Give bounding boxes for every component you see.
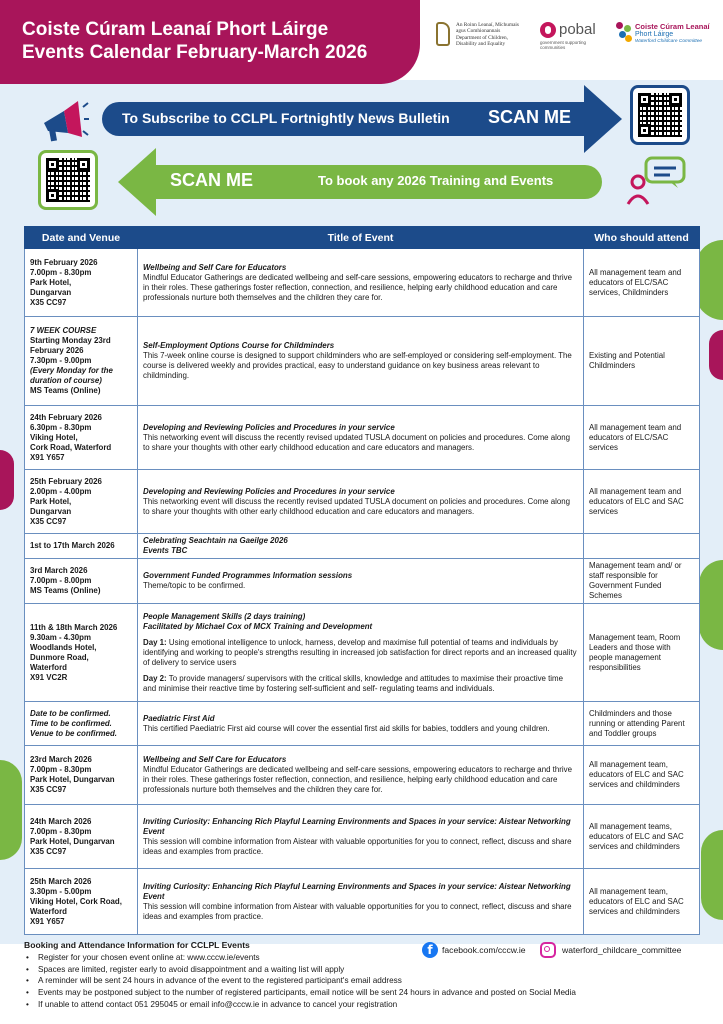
- event-audience: All management teams, educators of ELC and SAC services and childminders: [584, 805, 700, 869]
- booking-qr-code[interactable]: [38, 150, 98, 210]
- event-details: [138, 604, 584, 702]
- event-audience: Management team and/ or staff responsible for Government Funded Schemes: [584, 559, 700, 604]
- partner-logos: [436, 22, 716, 52]
- table-header-row: [25, 227, 700, 249]
- event-description: Mindful Educator Gatherings are dedicated wellbeing and self-care sessions, empowering educators to recharge and thrive in their roles. These gatherings foster reflection, connection, and resilience, helping early childhood education and care professionals nurture both themselves and the children they care for.: [143, 272, 572, 302]
- event-audience: All management team and educators of ELC/SAC services: [584, 406, 700, 470]
- ccc-logo-line2: Phort Láirge: [635, 31, 674, 38]
- ccc-logo-line3: Waterford Childcare Committee: [635, 39, 703, 44]
- event-details: [138, 746, 584, 805]
- table-row: [25, 746, 700, 805]
- ccc-logo-line1: Coiste Cúram Leanaí: [635, 22, 710, 31]
- table-row: [25, 534, 700, 559]
- event-date-venue: 25th March 2026 3.30pm - 5.00pm Viking Hotel, Cork Road, Waterford X91 Y657: [25, 869, 138, 935]
- event-description: This 7-week online course is designed to support childminders who are self-employed or considering self-employment. The course is delivered weekly and provides practical, easy to understand guidance on key business areas relevant to childminding.: [143, 351, 572, 380]
- event-title: Celebrating Seachtain na Gaeilge 2026: [143, 536, 288, 545]
- event-details: [138, 470, 584, 534]
- harp-icon: [436, 22, 450, 46]
- ccc-logo: [616, 22, 710, 45]
- event-facilitator: Facilitated by Michael Cox of MCX Training and Development: [143, 621, 373, 631]
- list-item: • Spaces are limited, register early to avoid disappointment and a waiting list will apply: [24, 964, 704, 976]
- event-description: Mindful Educator Gatherings are dedicated wellbeing and self-care sessions, empowering educators to recharge and thrive in their roles. These gatherings foster reflection, connection, and resilience, helping early childhood education and care professionals nurture both themselves and the children they care for.: [143, 765, 572, 794]
- department-logo: [436, 22, 520, 47]
- decorative-shape: [701, 830, 723, 920]
- pobal-wordmark: pobal: [559, 21, 596, 38]
- decorative-shape: [709, 330, 723, 380]
- qr-code-icon: [638, 93, 682, 137]
- table-row: [25, 805, 700, 869]
- qr-code-icon: [46, 158, 90, 202]
- instagram-link[interactable]: [540, 942, 681, 958]
- booking-text: To book any 2026 Training and Events: [318, 173, 554, 188]
- events-table: [24, 226, 700, 935]
- table-row: [25, 869, 700, 935]
- event-details: [138, 559, 584, 604]
- event-details: [138, 805, 584, 869]
- department-logo-text: An Roinn Leanaí, Míchumais agus Comhionannais Department of Children, Disability and Equality: [456, 22, 519, 47]
- event-date-venue: 7 WEEK COURSE Starting Monday 23rd February 2026 7.30pm - 9.00pm (Every Monday for the duration of course) MS Teams (Online): [25, 317, 138, 406]
- event-audience: [584, 534, 700, 559]
- event-audience: All management team and educators of ELC and SAC services: [584, 470, 700, 534]
- event-details: [138, 249, 584, 317]
- event-date-venue: 25th February 2026 2.00pm - 4.00pm Park Hotel, Dungarvan X35 CC97: [25, 470, 138, 534]
- subscribe-text: To Subscribe to CCLPL Fortnightly News Bulletin: [122, 110, 450, 126]
- event-audience: Childminders and those running or attending Parent and Toddler groups: [584, 702, 700, 746]
- booking-scan-label: SCAN ME: [170, 170, 254, 190]
- subscribe-qr-code[interactable]: [630, 85, 690, 145]
- booking-info-heading: Booking and Attendance Information for CCLPL Events: [24, 940, 250, 950]
- event-description: This session will combine information from Aistear with valuable opportunities for you to connect, reflect, discuss and share ideas and examples from practice.: [143, 901, 572, 921]
- event-title: Government Funded Programmes Information sessions: [143, 571, 353, 580]
- event-title: Wellbeing and Self Care for Educators: [143, 755, 287, 764]
- page-title-line1: Coiste Cúram Leanaí Phort Láirge: [22, 19, 329, 40]
- table-row: [25, 249, 700, 317]
- event-day2: Day 2: To provide managers/ supervisors with the critical skills, knowledge and attitudes to maximise their proactive time and minimise their reactive time by fostering self-sufficient and self- regulating teams and individuals.: [143, 673, 564, 693]
- event-title: Inviting Curiosity: Enhancing Rich Playful Learning Environments and Spaces in your service: Aistear Networking Event: [143, 816, 571, 836]
- facebook-link[interactable]: [422, 942, 526, 958]
- event-date-venue: 3rd March 2026 7.00pm - 8.00pm MS Teams (Online): [25, 559, 138, 604]
- event-description: Theme/topic to be confirmed.: [143, 581, 246, 590]
- column-header-title: Title of Event: [138, 227, 584, 249]
- table-row: [25, 604, 700, 702]
- event-date-venue: 11th & 18th March 2026 9.30am - 4.30pm Woodlands Hotel, Dunmore Road, Waterford X91 VC2R: [25, 604, 138, 702]
- facebook-handle: facebook.com/cccw.ie: [442, 945, 526, 955]
- event-date-venue: 24th March 2026 7.00pm - 8.30pm Park Hotel, Dungarvan X35 CC97: [25, 805, 138, 869]
- table-row: [25, 317, 700, 406]
- event-audience: All management team, educators of ELC and SAC services and childminders: [584, 869, 700, 935]
- event-details: [138, 406, 584, 470]
- decorative-shape: [699, 560, 723, 650]
- event-date-venue: 24th February 2026 6.30pm - 8.30pm Viking Hotel, Cork Road, Waterford X91 Y657: [25, 406, 138, 470]
- event-details: [138, 534, 584, 559]
- list-item: • If unable to attend contact 051 295045 or email info@cccw.ie in advance to cancel your registration: [24, 999, 704, 1011]
- event-description: This networking event will discuss the recently revised updated TUSLA document on policies and procedures. Come along to share your thoughts with other early childhood education and care educators and managers.: [143, 432, 571, 452]
- event-title: Paediatric First Aid: [143, 713, 215, 723]
- event-audience: Existing and Potential Childminders: [584, 317, 700, 406]
- pobal-mark-icon: [540, 22, 556, 38]
- list-item: • Register for your chosen event online at: www.cccw.ie/events: [24, 952, 704, 964]
- facebook-icon: f: [422, 942, 438, 958]
- event-title: Developing and Reviewing Policies and Procedures in your service: [143, 486, 395, 496]
- page-title-line2: Events Calendar February-March 2026: [22, 42, 368, 63]
- column-header-audience: Who should attend: [584, 227, 700, 249]
- event-description: This certified Paediatric First aid course will cover the essential first aid skills for babies, toddlers and young children.: [143, 723, 550, 733]
- subscribe-banner[interactable]: [102, 85, 622, 153]
- event-subtitle: Events TBC: [143, 546, 188, 555]
- table-row: [25, 559, 700, 604]
- event-details: [138, 869, 584, 935]
- event-title: Wellbeing and Self Care for Educators: [143, 262, 287, 272]
- list-item: • A reminder will be sent 24 hours in advance of the event to the registered participant's email address: [24, 975, 704, 987]
- table-row: [25, 702, 700, 746]
- event-description: This networking event will discuss the recently revised updated TUSLA document on policies and procedures. Come along to share your thoughts with other early childhood education and care educators and managers.: [143, 496, 571, 516]
- list-item: • Events may be postponed subject to the number of registered participants, email notice will be sent 24 hours in advance and posted on Social Media: [24, 987, 704, 999]
- event-date-venue: 1st to 17th March 2026: [25, 534, 138, 559]
- instagram-handle: waterford_childcare_committee: [562, 945, 682, 955]
- event-description: This session will combine information from Aistear with valuable opportunities for you to connect, reflect, discuss and share ideas and examples from practice.: [143, 836, 572, 856]
- ccc-people-icon: [616, 22, 632, 44]
- pobal-logo: [540, 21, 596, 50]
- event-details: [138, 702, 584, 746]
- chat-bubbles-icon: [626, 156, 688, 208]
- event-date-venue: 23rd March 2026 7.00pm - 8.30pm Park Hotel, Dungarvan X35 CC97: [25, 746, 138, 805]
- event-title: Developing and Reviewing Policies and Procedures in your service: [143, 422, 395, 432]
- event-details: [138, 317, 584, 406]
- booking-info-list: [24, 952, 704, 1011]
- megaphone-icon: [38, 97, 90, 143]
- event-audience: All management team and educators of ELC/SAC services, Childminders: [584, 249, 700, 317]
- event-title: People Management Skills (2 days training): [143, 611, 306, 621]
- pobal-tagline: government supporting communities: [540, 40, 587, 50]
- event-audience: All management team, educators of ELC and SAC services and childminders: [584, 746, 700, 805]
- column-header-date: Date and Venue: [25, 227, 138, 249]
- event-title: Inviting Curiosity: Enhancing Rich Playful Learning Environments and Spaces in your service: Aistear Networking Event: [143, 881, 571, 901]
- decorative-shape: [0, 760, 22, 860]
- decorative-shape: [0, 450, 14, 510]
- subscribe-scan-label: SCAN ME: [488, 107, 572, 127]
- table-row: [25, 470, 700, 534]
- booking-banner[interactable]: [118, 148, 602, 216]
- table-row: [25, 406, 700, 470]
- event-audience: Management team, Room Leaders and those with people management responsibilities: [584, 604, 700, 702]
- event-date-venue: 9th February 2026 7.00pm - 8.30pm Park Hotel, Dungarvan X35 CC97: [25, 249, 138, 317]
- event-title: Self-Employment Options Course for Childminders: [143, 341, 335, 350]
- event-date-venue: Date to be confirmed. Time to be confirmed. Venue to be confirmed.: [25, 702, 138, 746]
- page-header: [0, 0, 420, 84]
- event-day1: Day 1: Using emotional intelligence to unlock, harness, develop and maximise full potential of teams and individuals by identifying and working to people's strengths resulting in increased job satisfaction for direct reports and an increased quality of delivery to service users: [143, 637, 577, 667]
- instagram-icon: [540, 942, 556, 958]
